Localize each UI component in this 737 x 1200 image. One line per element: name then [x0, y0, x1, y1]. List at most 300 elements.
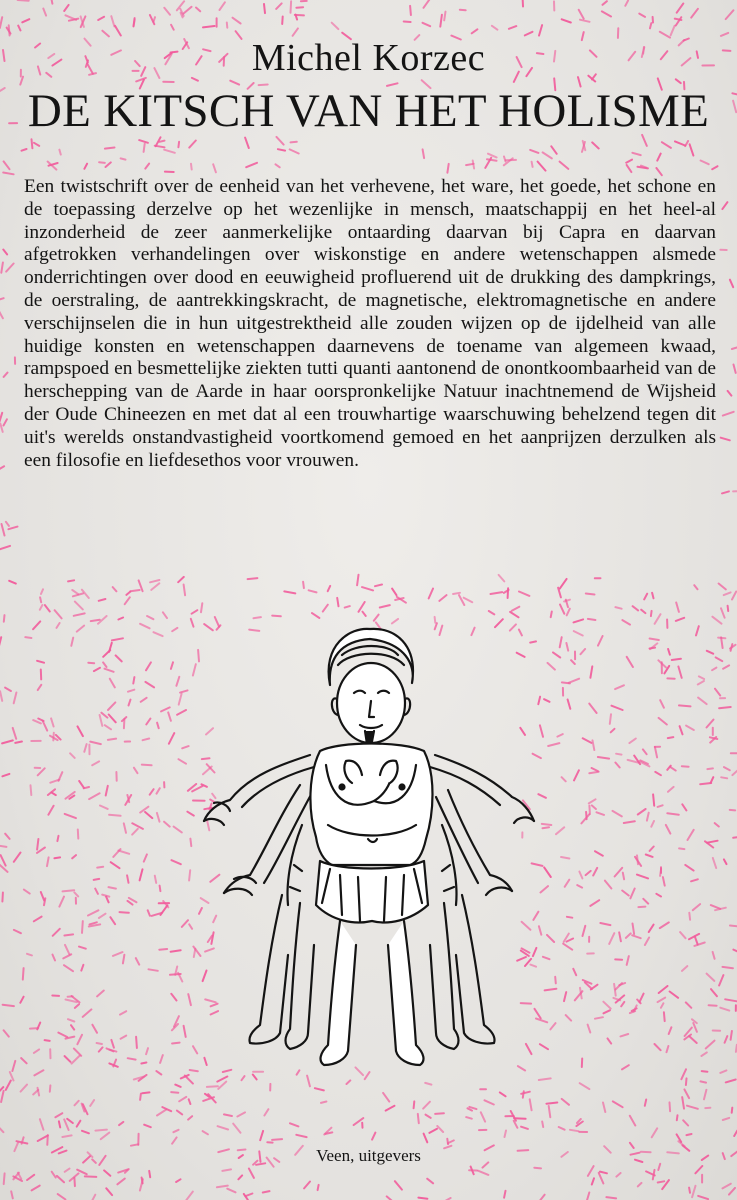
confetti-dash [569, 679, 579, 683]
confetti-dash [641, 610, 645, 613]
confetti-dash [40, 597, 41, 602]
confetti-dash [724, 592, 731, 595]
confetti-dash [543, 152, 552, 158]
confetti-dash [722, 491, 729, 493]
confetti-dash [171, 950, 181, 952]
confetti-dash [106, 897, 109, 903]
confetti-dash [624, 821, 635, 823]
confetti-dash [149, 1171, 150, 1177]
confetti-dash [619, 932, 621, 941]
confetti-dash [79, 947, 86, 949]
confetti-dash [687, 1134, 692, 1135]
confetti-dash [15, 742, 22, 743]
confetti-dash [4, 419, 7, 425]
confetti-dash [34, 1049, 39, 1053]
confetti-dash [224, 1114, 232, 1116]
author-name: Michel Korzec [251, 37, 486, 79]
confetti-dash [643, 749, 647, 754]
confetti-dash [134, 18, 135, 26]
confetti-dash [83, 1009, 92, 1017]
confetti-dash [227, 1189, 235, 1193]
confetti-dash [726, 1080, 736, 1083]
confetti-dash [41, 892, 44, 901]
confetti-dash [218, 1126, 229, 1129]
confetti-dash [54, 857, 60, 858]
confetti-dash [622, 891, 629, 896]
confetti-dash [38, 685, 42, 690]
confetti-dash [638, 809, 646, 815]
confetti-dash [321, 1102, 326, 1103]
confetti-dash [581, 649, 586, 654]
confetti-dash [621, 1002, 624, 1006]
confetti-dash [730, 926, 737, 927]
confetti-dash [669, 1027, 672, 1034]
confetti-dash [85, 1176, 97, 1177]
confetti-dash [666, 825, 671, 834]
confetti-dash [599, 1173, 604, 1184]
confetti-dash [164, 8, 170, 15]
confetti-dash [719, 584, 726, 590]
confetti-dash [468, 1108, 473, 1110]
confetti-dash [177, 710, 186, 715]
confetti-dash [124, 823, 126, 832]
confetti-dash [460, 10, 466, 11]
confetti-dash [712, 668, 716, 671]
confetti-dash [425, 1083, 431, 1085]
confetti-dash [45, 1040, 50, 1041]
confetti-dash [101, 1133, 110, 1140]
confetti-dash [651, 821, 654, 827]
confetti-dash [671, 26, 675, 36]
confetti-dash [546, 1103, 557, 1104]
confetti-dash [724, 859, 727, 864]
confetti-dash [0, 846, 6, 847]
confetti-dash [726, 10, 734, 19]
confetti-dash [426, 1115, 431, 1118]
confetti-dash [565, 880, 570, 887]
confetti-dash [282, 17, 283, 25]
confetti-dash [713, 952, 715, 959]
confetti-dash [178, 577, 184, 582]
confetti-dash [732, 348, 737, 350]
confetti-dash [595, 1017, 603, 1019]
confetti-dash [690, 144, 694, 155]
confetti-dash [660, 700, 664, 708]
confetti-dash [613, 811, 622, 817]
confetti-dash [22, 149, 27, 151]
confetti-dash [68, 1019, 74, 1021]
confetti-dash [309, 590, 317, 592]
confetti-dash [610, 714, 611, 724]
confetti-dash [732, 767, 737, 775]
confetti-dash [99, 162, 105, 163]
confetti-dash [410, 6, 411, 15]
confetti-dash [116, 655, 122, 661]
confetti-dash [600, 923, 610, 925]
confetti-dash [290, 149, 299, 153]
confetti-dash [99, 599, 106, 601]
confetti-dash [157, 788, 160, 794]
confetti-dash [22, 19, 29, 22]
publisher-name: Veen, uitgevers [316, 1146, 421, 1165]
confetti-dash [734, 365, 736, 373]
confetti-dash [128, 901, 133, 905]
confetti-dash [6, 1081, 11, 1090]
confetti-dash [79, 781, 84, 788]
confetti-dash [75, 1101, 79, 1106]
confetti-dash [488, 154, 497, 158]
confetti-dash [84, 744, 86, 752]
confetti-dash [695, 936, 698, 944]
confetti-dash [142, 1092, 149, 1093]
confetti-dash [608, 1038, 612, 1043]
confetti-dash [94, 668, 100, 671]
confetti-dash [188, 1116, 192, 1119]
confetti-dash [172, 628, 177, 631]
confetti-dash [213, 164, 216, 172]
confetti-dash [94, 879, 100, 880]
confetti-dash [291, 142, 297, 143]
confetti-dash [10, 1072, 14, 1081]
confetti-dash [716, 657, 723, 661]
confetti-dash [613, 1101, 623, 1107]
confetti-dash [72, 590, 78, 594]
confetti-dash [622, 620, 630, 625]
confetti-dash [711, 777, 714, 783]
confetti-dash [676, 618, 684, 621]
confetti-dash [619, 983, 625, 985]
confetti-dash [52, 1172, 56, 1178]
confetti-dash [59, 897, 64, 907]
confetti-dash [179, 759, 187, 764]
confetti-dash [47, 857, 49, 866]
confetti-dash [144, 1125, 151, 1128]
confetti-dash [20, 997, 23, 1003]
confetti-dash [592, 1178, 594, 1184]
confetti-dash [145, 812, 152, 818]
confetti-dash [53, 733, 54, 741]
confetti-dash [145, 682, 154, 688]
confetti-dash [84, 164, 87, 169]
confetti-dash [109, 887, 116, 889]
confetti-dash [89, 793, 100, 799]
confetti-dash [591, 985, 598, 990]
confetti-dash [218, 1082, 226, 1089]
confetti-dash [534, 1168, 541, 1169]
confetti-dash [161, 707, 170, 711]
confetti-dash [580, 20, 590, 22]
confetti-dash [184, 585, 186, 596]
confetti-dash [656, 168, 661, 175]
confetti-dash [616, 754, 621, 755]
confetti-dash [586, 1193, 589, 1200]
confetti-dash [125, 597, 130, 604]
confetti-dash [689, 1188, 690, 1193]
confetti-dash [3, 250, 7, 255]
confetti-dash [615, 607, 621, 609]
confetti-dash [644, 594, 647, 600]
confetti-dash [658, 805, 663, 807]
confetti-dash [698, 681, 704, 685]
confetti-dash [555, 977, 556, 984]
confetti-dash [160, 141, 165, 142]
confetti-dash [143, 739, 150, 741]
confetti-dash [53, 955, 56, 961]
confetti-dash [64, 934, 73, 935]
confetti-dash [12, 1061, 15, 1071]
confetti-dash [118, 618, 123, 620]
confetti-dash [670, 767, 676, 771]
confetti-dash [435, 617, 436, 623]
confetti-dash [141, 698, 147, 702]
confetti-dash [447, 1139, 448, 1144]
confetti-dash [704, 1090, 706, 1100]
confetti-dash [645, 1100, 646, 1106]
confetti-dash [713, 858, 716, 868]
confetti-dash [4, 161, 10, 169]
confetti-dash [593, 868, 597, 876]
confetti-dash [588, 619, 596, 620]
confetti-dash [551, 146, 556, 154]
confetti-dash [14, 693, 17, 704]
confetti-dash [715, 689, 720, 696]
confetti-dash [567, 609, 570, 616]
confetti-dash [615, 763, 619, 768]
confetti-dash [337, 598, 338, 606]
confetti-dash [105, 669, 114, 672]
confetti-dash [315, 1088, 324, 1090]
confetti-dash [404, 22, 411, 23]
confetti-dash [423, 1102, 430, 1109]
confetti-dash [728, 606, 729, 611]
confetti-dash [6, 522, 9, 526]
confetti-dash [328, 586, 331, 591]
confetti-dash [684, 1089, 689, 1098]
confetti-dash [655, 614, 661, 624]
confetti-dash [707, 841, 717, 843]
confetti-dash [136, 1037, 137, 1048]
confetti-dash [4, 373, 8, 377]
confetti-dash [124, 719, 125, 728]
confetti-dash [682, 1097, 684, 1109]
confetti-dash [652, 593, 653, 599]
confetti-dash [562, 19, 571, 22]
confetti-dash [707, 720, 714, 728]
confetti-dash [4, 1030, 9, 1036]
confetti-dash [583, 738, 592, 743]
confetti-dash [721, 608, 725, 617]
confetti-dash [560, 637, 562, 647]
confetti-dash [525, 32, 533, 36]
confetti-dash [630, 1011, 635, 1013]
confetti-dash [278, 149, 285, 150]
confetti-dash [588, 1025, 591, 1033]
confetti-dash [2, 893, 3, 902]
confetti-dash [191, 164, 192, 170]
confetti-dash [97, 1043, 102, 1044]
confetti-dash [140, 1094, 141, 1100]
confetti-dash [11, 1191, 13, 1198]
confetti-dash [58, 1033, 67, 1037]
confetti-dash [693, 1023, 697, 1032]
confetti-dash [90, 1100, 94, 1106]
confetti-dash [88, 663, 94, 664]
confetti-dash [602, 11, 611, 16]
confetti-dash [675, 141, 685, 145]
confetti-dash [706, 1041, 715, 1049]
confetti-dash [100, 806, 108, 809]
confetti-dash [427, 1179, 433, 1184]
confetti-dash [50, 1085, 51, 1091]
confetti-dash [651, 611, 652, 616]
confetti-dash [23, 968, 24, 980]
confetti-dash [203, 26, 215, 27]
confetti-dash [264, 1109, 268, 1115]
confetti-dash [127, 875, 128, 882]
confetti-dash [254, 617, 261, 618]
confetti-dash [0, 17, 2, 28]
confetti-dash [387, 1196, 394, 1200]
confetti-dash [164, 822, 170, 827]
confetti-dash [701, 161, 709, 165]
confetti-dash [160, 886, 161, 892]
confetti-dash [689, 913, 690, 920]
confetti-dash [357, 575, 358, 586]
confetti-dash [707, 974, 715, 981]
confetti-dash [88, 910, 98, 915]
confetti-dash [551, 612, 552, 618]
confetti-dash [627, 657, 633, 667]
confetti-dash [678, 667, 681, 678]
confetti-dash [140, 624, 150, 629]
confetti-dash [74, 892, 78, 896]
confetti-dash [95, 1130, 107, 1131]
confetti-dash [540, 1195, 545, 1200]
confetti-dash [633, 924, 635, 935]
confetti-dash [557, 734, 562, 737]
confetti-dash [144, 144, 145, 152]
confetti-dash [459, 595, 464, 605]
confetti-dash [75, 602, 83, 610]
confetti-dash [0, 1128, 3, 1132]
confetti-dash [63, 890, 75, 891]
confetti-dash [332, 23, 339, 29]
confetti-dash [78, 830, 79, 839]
confetti-dash [623, 873, 624, 880]
confetti-dash [514, 1121, 518, 1128]
confetti-dash [171, 994, 176, 1001]
confetti-dash [686, 1078, 687, 1085]
confetti-dash [447, 164, 448, 173]
confetti-dash [220, 2, 225, 10]
confetti-dash [291, 1, 292, 13]
confetti-dash [464, 598, 473, 603]
confetti-dash [679, 848, 684, 849]
confetti-dash [91, 620, 100, 621]
confetti-dash [700, 783, 711, 784]
confetti-dash [639, 14, 645, 17]
confetti-dash [75, 1004, 79, 1008]
confetti-dash [3, 173, 13, 175]
confetti-dash [424, 0, 430, 8]
confetti-dash [33, 621, 40, 629]
confetti-dash [347, 1080, 351, 1084]
confetti-dash [504, 1191, 505, 1198]
confetti-dash [563, 944, 572, 950]
confetti-dash [222, 1169, 231, 1171]
confetti-dash [586, 871, 591, 875]
confetti-dash [696, 626, 699, 635]
confetti-dash [277, 137, 284, 145]
confetti-dash [109, 1050, 116, 1052]
confetti-dash [622, 1065, 629, 1069]
confetti-dash [27, 1175, 34, 1180]
confetti-dash [111, 862, 120, 868]
confetti-dash [24, 890, 30, 894]
confetti-dash [71, 1025, 74, 1029]
confetti-dash [625, 1, 628, 6]
confetti-dash [530, 150, 538, 153]
confetti-dash [2, 524, 5, 536]
confetti-dash [18, 26, 20, 31]
confetti-dash [659, 718, 667, 725]
confetti-dash [509, 26, 516, 29]
confetti-dash [151, 583, 159, 590]
confetti-dash [106, 1188, 112, 1195]
confetti-dash [724, 767, 730, 770]
confetti-dash [595, 851, 603, 856]
confetti-dash [90, 922, 97, 924]
confetti-dash [500, 1092, 506, 1096]
confetti-dash [101, 713, 107, 718]
confetti-dash [126, 592, 130, 595]
confetti-dash [668, 737, 674, 738]
confetti-dash [77, 1121, 81, 1127]
confetti-dash [246, 163, 257, 167]
confetti-dash [699, 676, 704, 679]
confetti-dash [172, 860, 181, 864]
confetti-dash [248, 578, 258, 579]
confetti-dash [179, 1097, 186, 1101]
confetti-dash [186, 1192, 193, 1200]
confetti-dash [670, 992, 679, 998]
confetti-dash [605, 881, 612, 889]
confetti-dash [111, 16, 114, 26]
confetti-dash [395, 1181, 402, 1189]
confetti-dash [640, 994, 644, 1002]
confetti-dash [538, 162, 546, 171]
confetti-dash [51, 0, 52, 4]
confetti-dash [675, 19, 682, 20]
confetti-dash [392, 589, 396, 596]
confetti-dash [374, 615, 379, 621]
blurb-text: Een twistschrift over de eenheid van het verhevene, het ware, het goede, het schone en de toepassing derzelve op het wezenlijke in mensch, maatschappij en het heel-al inzonderheid de zeer aanmerkelijke ontaarding daarvan bij Capra en daarvan afgetrokken verhandelingen over wiskonstige en andere wetenschappen alsmede onderrichtingen over dood en eeuwigheid profluerend uit de drukking des dampkrings, de oerstraling, de aantrekkingskracht, de magnetische, elektromagnetische en andere verschijnselen die in hun uitgestrektheid alle zouden wijzen op de ijdelheid van alle huidige konsten en wetenschappen daarnevens de toename van algemeen kwaad, rampspoed en besmettelijke ziekten tutti quanti aantonend de onontkoombaarheid van de herschepping van de Aarde in haar oorspronkelijke Natuur inachtnemend de Wijsheid der Oude Chineezen en met dat al een trouwhartige waarschuwing behelzend tegen dit uit's werelds onstandvastigheid voortkomend gemoed en het aanprijzen derzulken als een filosofie en liefdesethos voor vrouwen. [24, 176, 716, 471]
confetti-dash [264, 4, 265, 13]
confetti-dash [168, 712, 171, 720]
confetti-dash [721, 438, 730, 441]
confetti-dash [693, 904, 700, 910]
confetti-dash [66, 15, 77, 19]
confetti-dash [732, 592, 736, 600]
confetti-dash [626, 160, 632, 163]
confetti-dash [723, 665, 729, 668]
confetti-dash [72, 855, 76, 858]
confetti-dash [170, 974, 181, 975]
confetti-dash [0, 424, 2, 432]
confetti-dash [14, 853, 21, 862]
confetti-dash [303, 582, 304, 588]
confetti-dash [560, 579, 567, 589]
